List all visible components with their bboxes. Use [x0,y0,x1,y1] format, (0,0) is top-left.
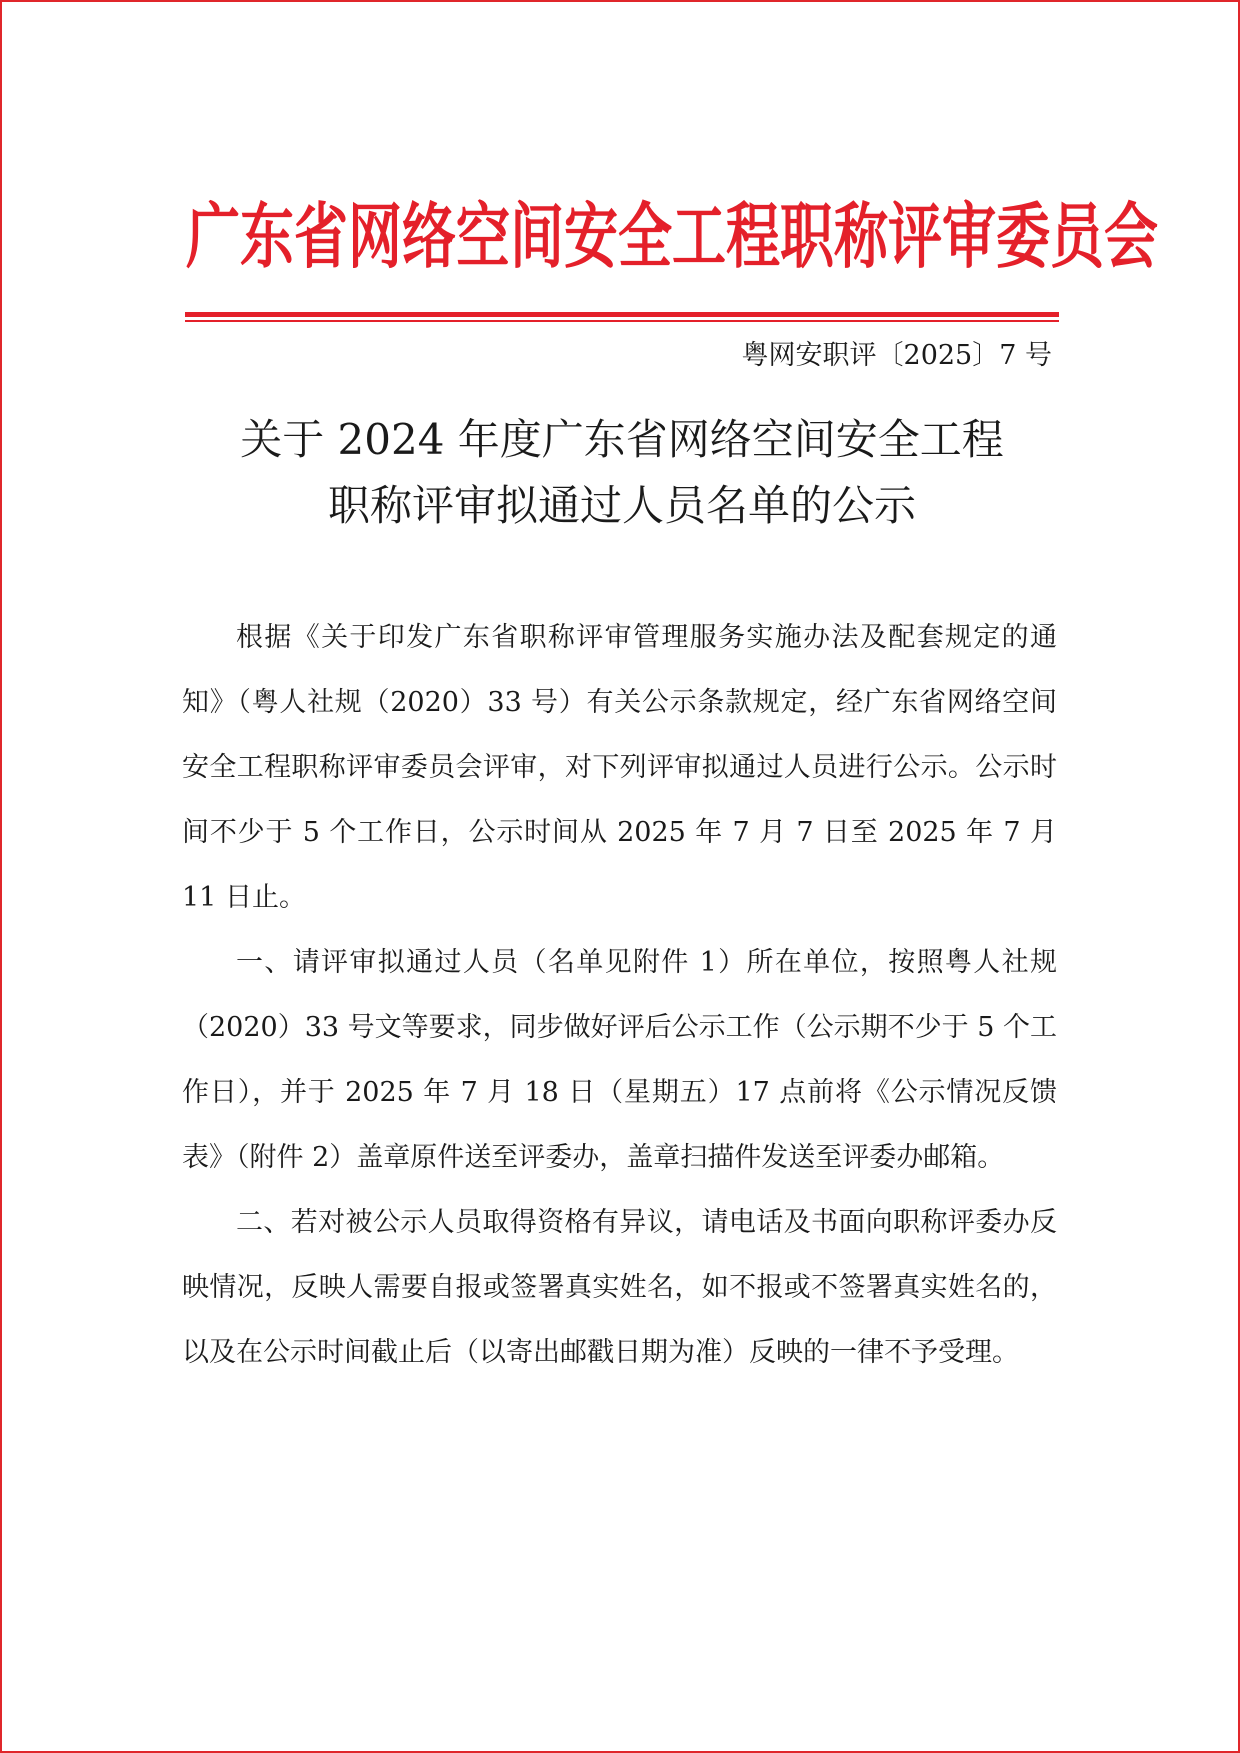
issuer-masthead [186,182,1158,292]
document-body [182,605,1057,1385]
masthead-rule-thin [185,320,1059,322]
document-number: 粤网安职评〔2025〕7 号 [741,340,1052,371]
body-paragraph-3: 二、若对被公示人员取得资格有异议，请电话及书面向职称评委办反映情况，反映人需要自报或签署真实姓名，如不报或不签署真实姓名的，以及在公示时间截止后（以寄出邮戳日期为准）反映的一律不予受理。 [182,1207,1057,1368]
body-paragraph-1: 根据《关于印发广东省职称评审管理服务实施办法及配套规定的通知》（粤人社规（2020）33 号）有关公示条款规定，经广东省网络空间安全工程职称评审委员会评审，对下列评审拟通过人员进行公示。公示时间不少于 5 个工作日，公示时间从 2025 年 7 月 7 日至 2025 年 7 月 11 日止。 [182,622,1057,913]
issuer-masthead-text: 广东省网络空间安全工程职称评审委员会 [186,194,1158,278]
document-title [102,407,1142,539]
masthead-rule-thick [185,312,1059,317]
title-line-1: 关于 2024 年度广东省网络空间安全工程 [240,415,1004,464]
title-line-2: 职称评审拟通过人员名单的公示 [327,481,916,530]
body-paragraph-2: 一、请评审拟通过人员（名单见附件 1）所在单位，按照粤人社规（2020）33 号文等要求，同步做好评后公示工作（公示期不少于 5 个工作日），并于 2025 年 7 月 18 日（星期五）17 点前将《公示情况反馈表》（附件 2）盖章原件送至评委办，盖章扫描件发送至评委办邮箱。 [182,947,1057,1173]
